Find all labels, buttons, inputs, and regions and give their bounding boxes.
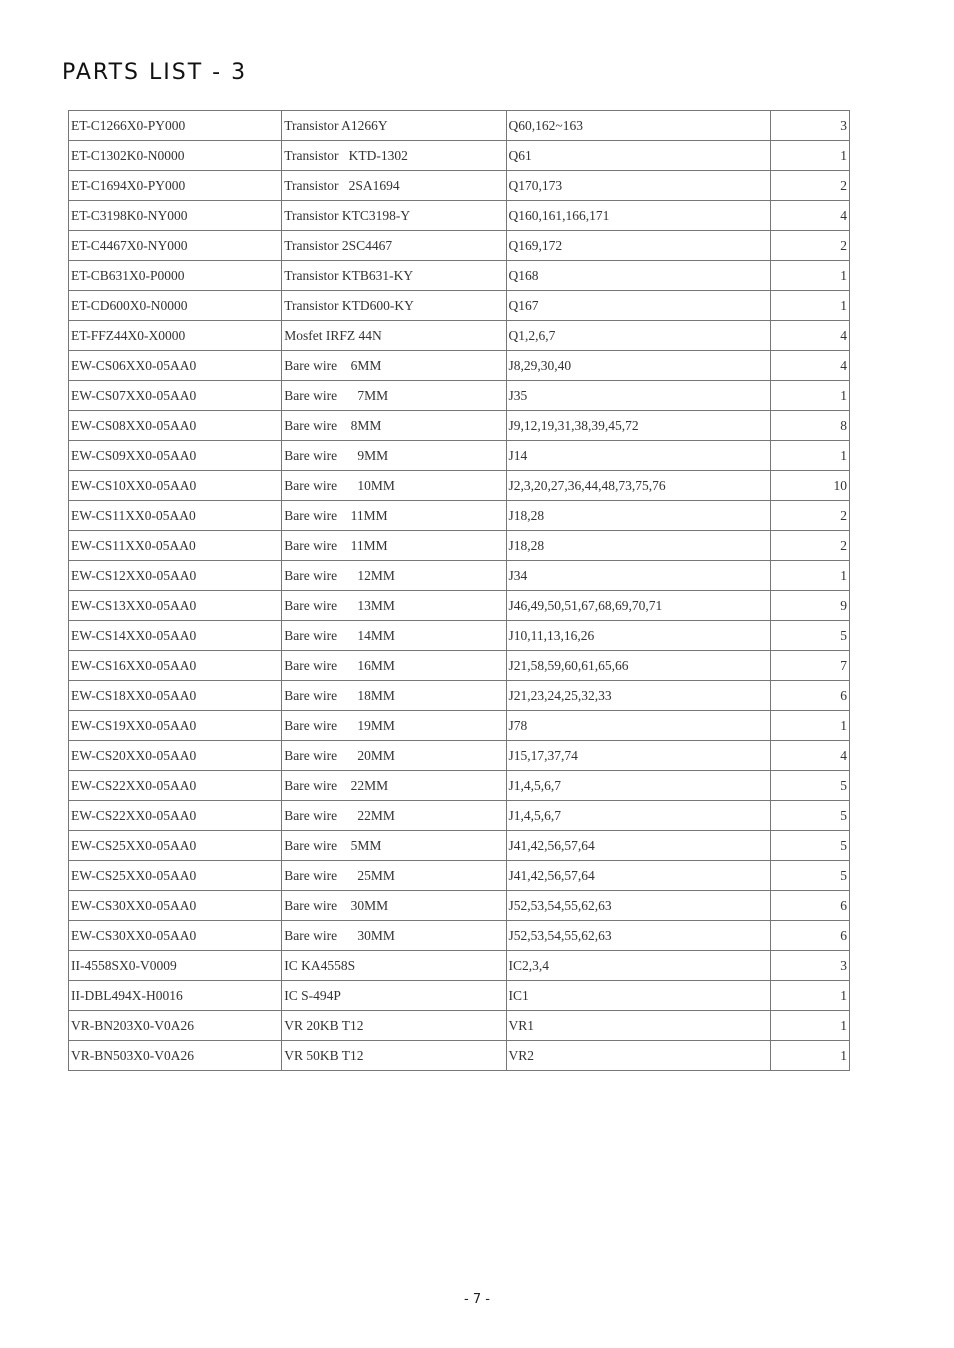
quantity-cell: 1 [770,261,849,291]
quantity-cell: 10 [770,471,849,501]
location-cell: J14 [506,441,770,471]
quantity-cell: 1 [770,1041,849,1071]
description-cell: IC KA4558S [282,951,506,981]
description-cell: Bare wire 6MM [282,351,506,381]
description-cell: IC S-494P [282,981,506,1011]
description-cell: Bare wire 11MM [282,531,506,561]
part-number-cell: ET-CD600X0-N0000 [69,291,282,321]
description-cell: Bare wire 30MM [282,891,506,921]
description-cell: Transistor KTC3198-Y [282,201,506,231]
part-number-cell: EW-CS12XX0-05AA0 [69,561,282,591]
location-cell: Q168 [506,261,770,291]
description-cell: Bare wire 25MM [282,861,506,891]
location-cell: J18,28 [506,531,770,561]
quantity-cell: 2 [770,501,849,531]
description-cell: Bare wire 10MM [282,471,506,501]
table-row [69,471,850,501]
location-cell: J9,12,19,31,38,39,45,72 [506,411,770,441]
table-row [69,681,850,711]
quantity-cell: 1 [770,1011,849,1041]
quantity-cell: 5 [770,861,849,891]
part-number-cell: EW-CS11XX0-05AA0 [69,531,282,561]
part-number-cell: EW-CS20XX0-05AA0 [69,741,282,771]
quantity-cell: 4 [770,351,849,381]
location-cell: J52,53,54,55,62,63 [506,921,770,951]
part-number-cell: VR-BN503X0-V0A26 [69,1041,282,1071]
part-number-cell: EW-CS30XX0-05AA0 [69,921,282,951]
table-row [69,261,850,291]
location-cell: Q169,172 [506,231,770,261]
part-number-cell: II-4558SX0-V0009 [69,951,282,981]
table-row [69,531,850,561]
quantity-cell: 4 [770,741,849,771]
table-row [69,831,850,861]
quantity-cell: 6 [770,891,849,921]
quantity-cell: 6 [770,681,849,711]
table-row [69,381,850,411]
table-row [69,561,850,591]
description-cell: Bare wire 14MM [282,621,506,651]
table-row [69,771,850,801]
location-cell: J34 [506,561,770,591]
quantity-cell: 7 [770,651,849,681]
location-cell: J15,17,37,74 [506,741,770,771]
quantity-cell: 5 [770,621,849,651]
description-cell: Bare wire 22MM [282,771,506,801]
part-number-cell: ET-C1266X0-PY000 [69,111,282,141]
part-number-cell: ET-FFZ44X0-X0000 [69,321,282,351]
table-row [69,621,850,651]
table-row [69,891,850,921]
description-cell: VR 20KB T12 [282,1011,506,1041]
table-row [69,411,850,441]
part-number-cell: ET-C1694X0-PY000 [69,171,282,201]
quantity-cell: 1 [770,381,849,411]
quantity-cell: 1 [770,441,849,471]
table-row [69,861,850,891]
location-cell: J21,58,59,60,61,65,66 [506,651,770,681]
location-cell: IC2,3,4 [506,951,770,981]
quantity-cell: 8 [770,411,849,441]
table-row [69,321,850,351]
part-number-cell: EW-CS25XX0-05AA0 [69,831,282,861]
location-cell: J78 [506,711,770,741]
quantity-cell: 9 [770,591,849,621]
location-cell: J52,53,54,55,62,63 [506,891,770,921]
quantity-cell: 1 [770,711,849,741]
quantity-cell: 6 [770,921,849,951]
quantity-cell: 4 [770,201,849,231]
description-cell: Bare wire 9MM [282,441,506,471]
description-cell: Transistor KTD-1302 [282,141,506,171]
description-cell: Bare wire 20MM [282,741,506,771]
table-row [69,501,850,531]
table-row [69,951,850,981]
part-number-cell: II-DBL494X-H0016 [69,981,282,1011]
parts-table [68,110,850,1071]
location-cell: J10,11,13,16,26 [506,621,770,651]
description-cell: Bare wire 30MM [282,921,506,951]
part-number-cell: EW-CS09XX0-05AA0 [69,441,282,471]
description-cell: Bare wire 7MM [282,381,506,411]
description-cell: Bare wire 5MM [282,831,506,861]
quantity-cell: 2 [770,171,849,201]
location-cell: J21,23,24,25,32,33 [506,681,770,711]
part-number-cell: EW-CS22XX0-05AA0 [69,771,282,801]
quantity-cell: 5 [770,771,849,801]
location-cell: J18,28 [506,501,770,531]
location-cell: Q167 [506,291,770,321]
part-number-cell: EW-CS08XX0-05AA0 [69,411,282,441]
location-cell: J1,4,5,6,7 [506,771,770,801]
quantity-cell: 5 [770,801,849,831]
part-number-cell: EW-CS14XX0-05AA0 [69,621,282,651]
quantity-cell: 1 [770,291,849,321]
table-row [69,441,850,471]
quantity-cell: 1 [770,141,849,171]
table-row [69,1011,850,1041]
part-number-cell: EW-CS06XX0-05AA0 [69,351,282,381]
table-row [69,981,850,1011]
quantity-cell: 3 [770,951,849,981]
part-number-cell: ET-C1302K0-N0000 [69,141,282,171]
description-cell: Bare wire 8MM [282,411,506,441]
location-cell: Q170,173 [506,171,770,201]
table-row [69,141,850,171]
location-cell: J8,29,30,40 [506,351,770,381]
description-cell: Transistor KTD600-KY [282,291,506,321]
description-cell: Transistor 2SA1694 [282,171,506,201]
parts-table-body [69,111,850,1071]
description-cell: Bare wire 13MM [282,591,506,621]
table-row [69,231,850,261]
location-cell: VR2 [506,1041,770,1071]
part-number-cell: EW-CS30XX0-05AA0 [69,891,282,921]
part-number-cell: VR-BN203X0-V0A26 [69,1011,282,1041]
location-cell: Q61 [506,141,770,171]
table-row [69,291,850,321]
part-number-cell: EW-CS11XX0-05AA0 [69,501,282,531]
part-number-cell: EW-CS13XX0-05AA0 [69,591,282,621]
table-row [69,171,850,201]
location-cell: Q1,2,6,7 [506,321,770,351]
table-row [69,801,850,831]
description-cell: Bare wire 18MM [282,681,506,711]
description-cell: Bare wire 16MM [282,651,506,681]
part-number-cell: EW-CS22XX0-05AA0 [69,801,282,831]
location-cell: VR1 [506,1011,770,1041]
description-cell: Mosfet IRFZ 44N [282,321,506,351]
page-number: - 7 - [464,1292,490,1307]
table-row [69,711,850,741]
part-number-cell: EW-CS16XX0-05AA0 [69,651,282,681]
location-cell: J41,42,56,57,64 [506,861,770,891]
table-row [69,921,850,951]
quantity-cell: 5 [770,831,849,861]
description-cell: Bare wire 12MM [282,561,506,591]
description-cell: Transistor KTB631-KY [282,261,506,291]
description-cell: Bare wire 22MM [282,801,506,831]
table-row [69,201,850,231]
description-cell: Bare wire 11MM [282,501,506,531]
quantity-cell: 1 [770,981,849,1011]
location-cell: Q60,162~163 [506,111,770,141]
quantity-cell: 1 [770,561,849,591]
page-title: PARTS LIST - 3 [62,60,248,85]
quantity-cell: 2 [770,531,849,561]
location-cell: J41,42,56,57,64 [506,831,770,861]
part-number-cell: ET-C3198K0-NY000 [69,201,282,231]
description-cell: Transistor A1266Y [282,111,506,141]
part-number-cell: EW-CS10XX0-05AA0 [69,471,282,501]
part-number-cell: EW-CS18XX0-05AA0 [69,681,282,711]
location-cell: J35 [506,381,770,411]
table-row [69,651,850,681]
quantity-cell: 4 [770,321,849,351]
quantity-cell: 3 [770,111,849,141]
description-cell: Transistor 2SC4467 [282,231,506,261]
table-row [69,591,850,621]
table-row [69,1041,850,1071]
location-cell: J2,3,20,27,36,44,48,73,75,76 [506,471,770,501]
part-number-cell: EW-CS07XX0-05AA0 [69,381,282,411]
location-cell: J46,49,50,51,67,68,69,70,71 [506,591,770,621]
part-number-cell: ET-C4467X0-NY000 [69,231,282,261]
table-row [69,111,850,141]
part-number-cell: EW-CS25XX0-05AA0 [69,861,282,891]
table-row [69,351,850,381]
part-number-cell: EW-CS19XX0-05AA0 [69,711,282,741]
location-cell: J1,4,5,6,7 [506,801,770,831]
location-cell: IC1 [506,981,770,1011]
table-row [69,741,850,771]
description-cell: Bare wire 19MM [282,711,506,741]
location-cell: Q160,161,166,171 [506,201,770,231]
description-cell: VR 50KB T12 [282,1041,506,1071]
quantity-cell: 2 [770,231,849,261]
part-number-cell: ET-CB631X0-P0000 [69,261,282,291]
